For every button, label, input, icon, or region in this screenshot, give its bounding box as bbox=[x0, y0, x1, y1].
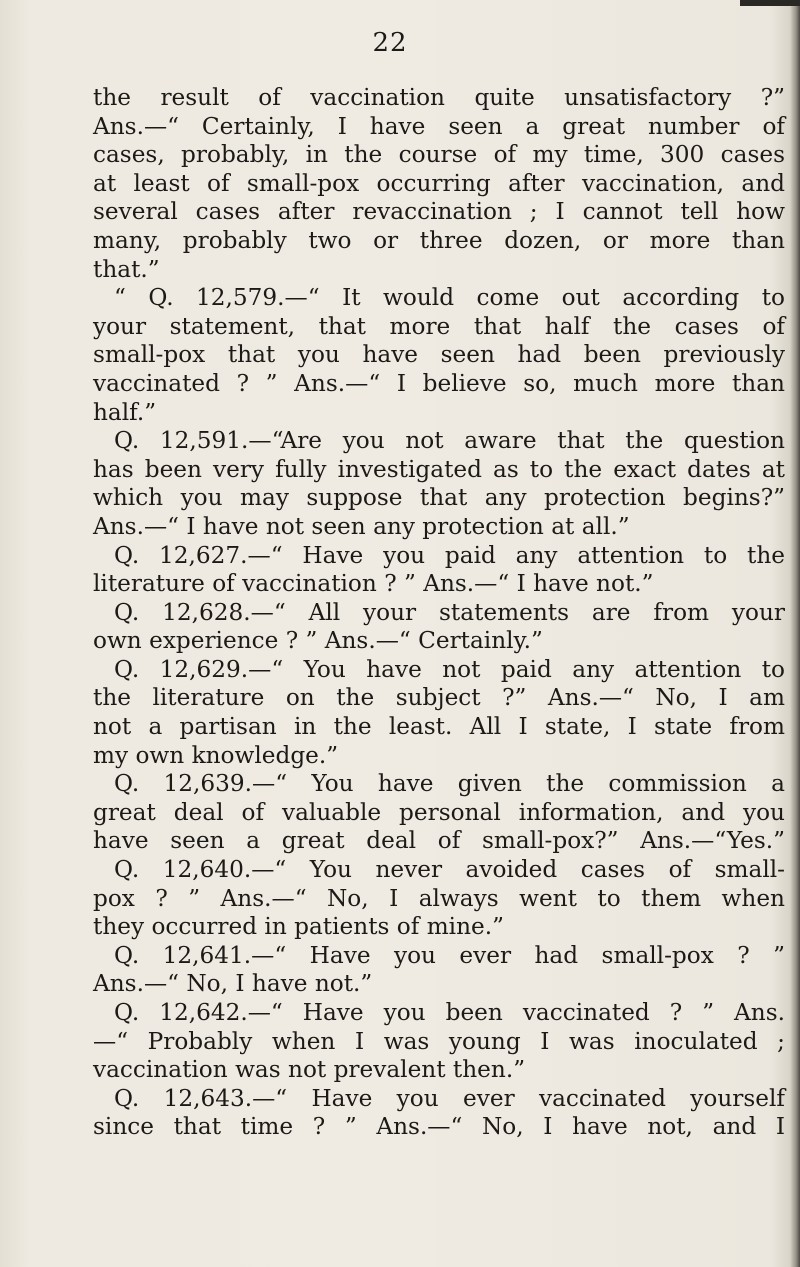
text-line: own experience ? ” Ans.—“ Certainly.” bbox=[93, 627, 543, 655]
text-line: which you may suppose that any protection begins?” bbox=[93, 484, 785, 512]
text-line: Q. 12,641.—“ Have you ever had small-pox ? ” bbox=[114, 941, 785, 969]
text-line: Q. 12,643.—“ Have you ever vaccinated yourself bbox=[114, 1084, 785, 1112]
text-line: Ans.—“ I have not seen any protection at all.” bbox=[93, 512, 630, 540]
text-line: that.” bbox=[93, 255, 160, 283]
text-line: Q. 12,639.—“ You have given the commission a bbox=[114, 770, 785, 798]
text-line: Ans.—“ No, I have not.” bbox=[93, 970, 373, 998]
text-line: Q. 12,642.—“ Have you been vaccinated ? ” Ans. bbox=[114, 999, 785, 1026]
text-line: have seen a great deal of small-pox?” Ans.—“Yes.” bbox=[93, 827, 785, 855]
text-line: “ Q. 12,579.—“ It would come out according to bbox=[114, 284, 785, 312]
page-edge-shadow bbox=[790, 0, 800, 1267]
text-line: literature of vaccination ? ” Ans.—“ I have not.” bbox=[93, 570, 654, 598]
text-line: has been very fully investigated as to the exact dates at bbox=[93, 455, 785, 483]
page-edge-top bbox=[740, 0, 800, 6]
text-line: not a partisan in the least. All I state, I state from bbox=[93, 713, 785, 741]
text-line: Q. 12,640.—“ You never avoided cases of small- bbox=[114, 856, 785, 884]
text-line: vaccination was not prevalent then.” bbox=[93, 1056, 526, 1084]
text-line: great deal of valuable personal information, and you bbox=[93, 798, 785, 826]
text-line: Q. 12,629.—“ You have not paid any attention to bbox=[114, 655, 785, 683]
text-line: they occurred in patients of mine.” bbox=[93, 913, 504, 941]
text-line: cases, probably, in the course of my time, 300 cases bbox=[93, 141, 785, 169]
text-line: vaccinated ? ” Ans.—“ I believe so, much more than bbox=[93, 369, 785, 397]
text-line: several cases after revaccination ; I cannot tell how bbox=[93, 198, 785, 226]
text-line: many, probably two or three dozen, or more than bbox=[93, 226, 785, 254]
text-line: my own knowledge.” bbox=[93, 741, 339, 769]
text-line: since that time ? ” Ans.—“ No, I have not, and I bbox=[93, 1113, 785, 1141]
body-text bbox=[93, 84, 785, 1142]
page-number: 22 bbox=[372, 28, 408, 58]
text-line: pox ? ” Ans.—“ No, I always went to them when bbox=[93, 884, 785, 912]
text-line: small-pox that you have seen had been previously bbox=[93, 341, 785, 369]
text-line: Q. 12,591.—“Are you not aware that the question bbox=[114, 427, 785, 455]
text-line: the literature on the subject ?” Ans.—“ No, I am bbox=[93, 684, 785, 712]
text-line: Ans.—“ Certainly, I have seen a great number of bbox=[93, 112, 785, 140]
text-line: Q. 12,628.—“ All your statements are from your bbox=[114, 598, 785, 626]
text-line: the result of vaccination quite unsatisfactory ?” bbox=[93, 84, 785, 111]
text-line: Q. 12,627.—“ Have you paid any attention to the bbox=[114, 541, 785, 569]
text-line: half.” bbox=[93, 398, 157, 426]
text-line: at least of small-pox occurring after vaccination, and bbox=[93, 169, 785, 197]
text-line: —“ Probably when I was young I was inoculated ; bbox=[93, 1027, 785, 1055]
text-line: your statement, that more that half the cases of bbox=[93, 312, 785, 340]
